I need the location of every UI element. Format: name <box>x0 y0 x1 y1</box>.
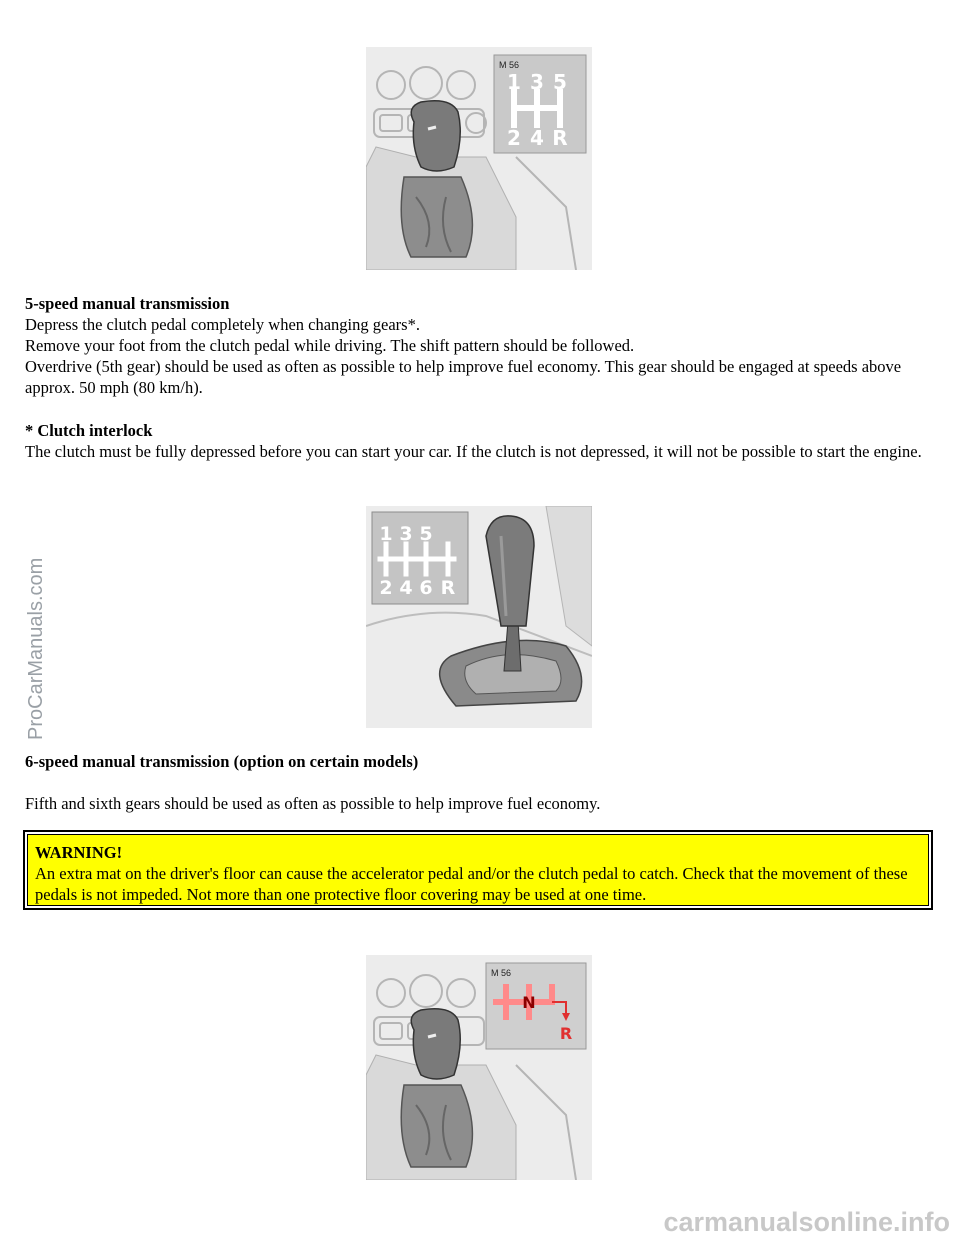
section-6speed-body: Fifth and sixth gears should be used as often as possible to help improve fuel economy. <box>25 794 601 813</box>
plate-label: M 56 <box>499 60 520 70</box>
paragraph-line: Overdrive (5th gear) should be used as often as possible to help improve fuel economy. This gear should be engaged at speeds above approx. 50 mph (80 km/h). <box>25 357 902 397</box>
warning-title: WARNING! <box>35 843 123 862</box>
five-speed-shifter-illustration <box>366 47 592 270</box>
gear-label: 3 <box>399 523 413 545</box>
neutral-label: N <box>522 993 536 1012</box>
paragraph-line: Remove your foot from the clutch pedal while driving. The shift pattern should be followed. <box>25 336 635 355</box>
gear-label: 2 <box>507 126 521 150</box>
paragraph-line: Depress the clutch pedal completely when changing gears*. <box>25 315 420 334</box>
clutch-interlock-body: The clutch must be fully depressed before you can start your car. If the clutch is not depressed, it will not be possible to start the engine. <box>25 442 922 461</box>
clutch-interlock-title: * Clutch interlock <box>25 421 153 440</box>
gear-label: 4 <box>530 126 544 150</box>
reverse-label: R <box>559 1024 573 1043</box>
gear-label: 4 <box>399 577 413 599</box>
gear-label: R <box>440 577 456 599</box>
gear-label: 1 <box>507 70 521 94</box>
gear-label: R <box>552 126 568 150</box>
gear-label: 5 <box>419 523 433 545</box>
gear-label: 1 <box>379 523 393 545</box>
reverse-gear-illustration <box>366 955 592 1180</box>
section-5speed-text <box>25 293 937 398</box>
gear-label: 3 <box>530 70 544 94</box>
six-speed-shifter-illustration <box>366 506 592 728</box>
gear-label: 6 <box>419 577 433 599</box>
section-6speed-title: 6-speed manual transmission (option on certain models) <box>25 752 419 771</box>
section-5speed-title: 5-speed manual transmission <box>25 294 230 313</box>
plate-label: M 56 <box>491 968 512 978</box>
side-watermark: ProCarManuals.com <box>25 557 47 740</box>
warning-text: An extra mat on the driver's floor can cause the accelerator pedal and/or the clutch pedal to catch. Check that the movement of these pedals is not impeded. Not more than one protective floor covering may be used at one time. <box>35 864 908 904</box>
clutch-interlock-text <box>25 420 937 462</box>
gear-label: 2 <box>379 577 393 599</box>
warning-box <box>23 830 933 910</box>
gear-label: 5 <box>553 70 567 94</box>
bottom-watermark: carmanualsonline.info <box>663 1207 950 1237</box>
